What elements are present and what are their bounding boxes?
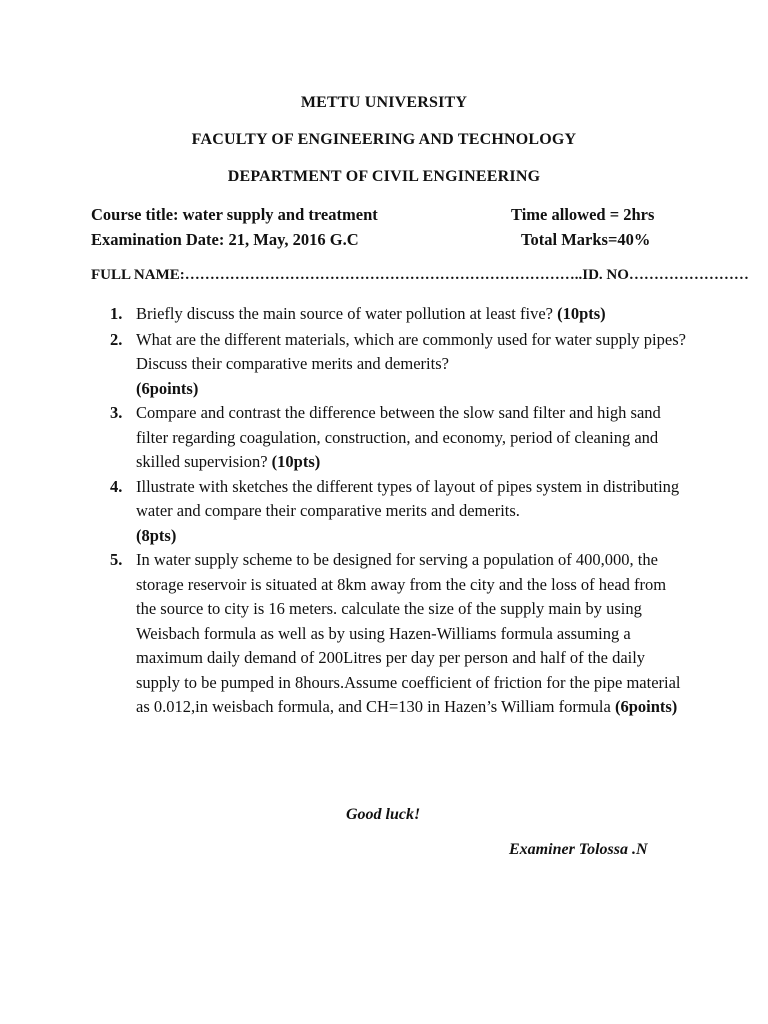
question-item bbox=[110, 401, 690, 475]
total-marks: Total Marks=40% bbox=[521, 230, 651, 249]
exam-date: Examination Date: 21, May, 2016 G.C bbox=[91, 230, 359, 249]
question-number: 3. bbox=[110, 403, 123, 422]
question-item bbox=[110, 302, 690, 327]
question-marks: (6points) bbox=[136, 378, 199, 398]
question-text: Briefly discuss the main source of water pollution at least five? bbox=[136, 304, 558, 323]
question-number: 5. bbox=[110, 550, 123, 569]
question-number: 2. bbox=[110, 329, 123, 349]
university-name: METTU UNIVERSITY bbox=[300, 94, 468, 111]
question-text: In water supply scheme to be designed for serving a population of 400,000, the storage reservoir is situated at 8km away from the city and the loss of head from the source to city is 16 meters. calculate the size of the supply main by using Weisbach formula as well as by using Hazen-Williams formula assuming a maximum daily demand of 200Litres per day per person and half of the daily supply to be pumped in 8hours.Assume coefficient of friction for the pipe material as 0.012,in weisbach formula, and CH=130 in Hazen’s William formula bbox=[136, 550, 681, 716]
question-list bbox=[110, 302, 690, 720]
question-number: 4. bbox=[110, 476, 123, 496]
question-number: 1. bbox=[110, 304, 123, 323]
time-allowed: Time allowed = 2hrs bbox=[511, 205, 655, 224]
question-marks: (8pts) bbox=[136, 525, 177, 545]
question-item bbox=[110, 548, 690, 720]
good-luck-text: Good luck! bbox=[346, 806, 421, 823]
department-name: DEPARTMENT OF CIVIL ENGINEERING bbox=[227, 168, 541, 185]
examiner-name: Examiner Tolossa .N bbox=[509, 841, 648, 858]
question-text: What are the different materials, which are commonly used for water supply pipes? Discuss their comparative merits and demerits? bbox=[136, 329, 686, 373]
question-text: Compare and contrast the difference between the slow sand filter and high sand filter regarding coagulation, construction, and economy, period of cleaning and skilled supervision? bbox=[136, 403, 661, 471]
question-marks: (10pts) bbox=[557, 304, 606, 323]
question-text: Illustrate with sketches the different types of layout of pipes system in distributing water and compare their comparative merits and demerits. bbox=[136, 476, 680, 520]
question-item bbox=[110, 475, 690, 549]
faculty-name: FACULTY OF ENGINEERING AND TECHNOLOGY bbox=[191, 131, 577, 148]
question-marks: (6points) bbox=[614, 697, 678, 716]
question-item bbox=[110, 328, 690, 402]
question-marks: (10pts) bbox=[271, 452, 321, 471]
course-title: Course title: water supply and treatment bbox=[91, 205, 378, 224]
full-name-field: FULL NAME:……………………………………………………………………..ID. NO…………………… bbox=[91, 267, 749, 283]
